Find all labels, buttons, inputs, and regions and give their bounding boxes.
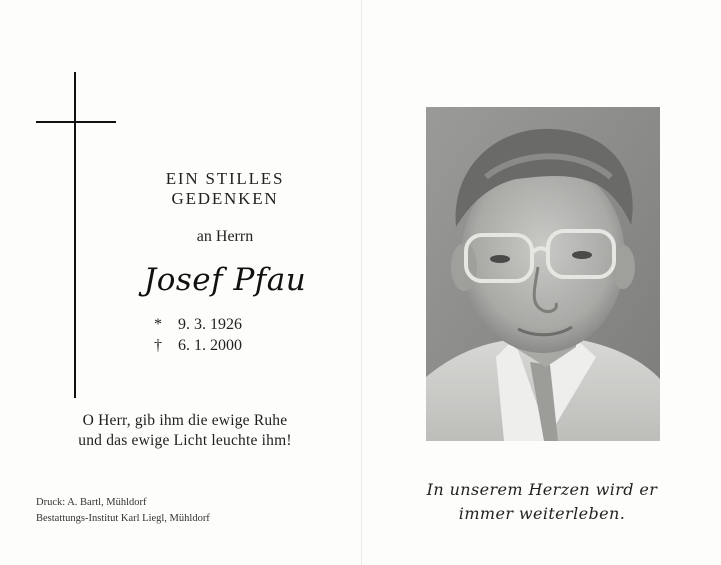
death-date: 6. 1. 2000 — [178, 337, 242, 354]
salutation: an Herrn — [196, 228, 254, 245]
heading-line-1: EIN STILLES — [165, 169, 285, 188]
prayer-line-2: und das ewige Licht leuchte ihm! — [78, 432, 292, 449]
life-dates — [154, 316, 242, 358]
heading-line-2: GEDENKEN — [171, 189, 279, 208]
deceased-name: Josef Pfau — [143, 262, 307, 298]
portrait-photo — [426, 107, 660, 441]
verse-line-1: In unserem Herzen wird er — [426, 480, 658, 499]
verse-line-2: immer weiterleben. — [458, 504, 626, 523]
cross-bar — [36, 121, 116, 123]
funeral-home-imprint: Bestattungs-Institut Karl Liegl, Mühldorf — [36, 513, 210, 524]
birth-row — [154, 316, 242, 337]
birth-date: 9. 3. 1926 — [178, 316, 242, 333]
death-row — [154, 337, 242, 358]
printer-imprint: Druck: A. Bartl, Mühldorf — [36, 497, 147, 508]
birth-star-icon: * — [154, 316, 162, 333]
prayer-line-1: O Herr, gib ihm die ewige Ruhe — [82, 412, 288, 429]
death-dagger-icon: † — [154, 337, 162, 354]
